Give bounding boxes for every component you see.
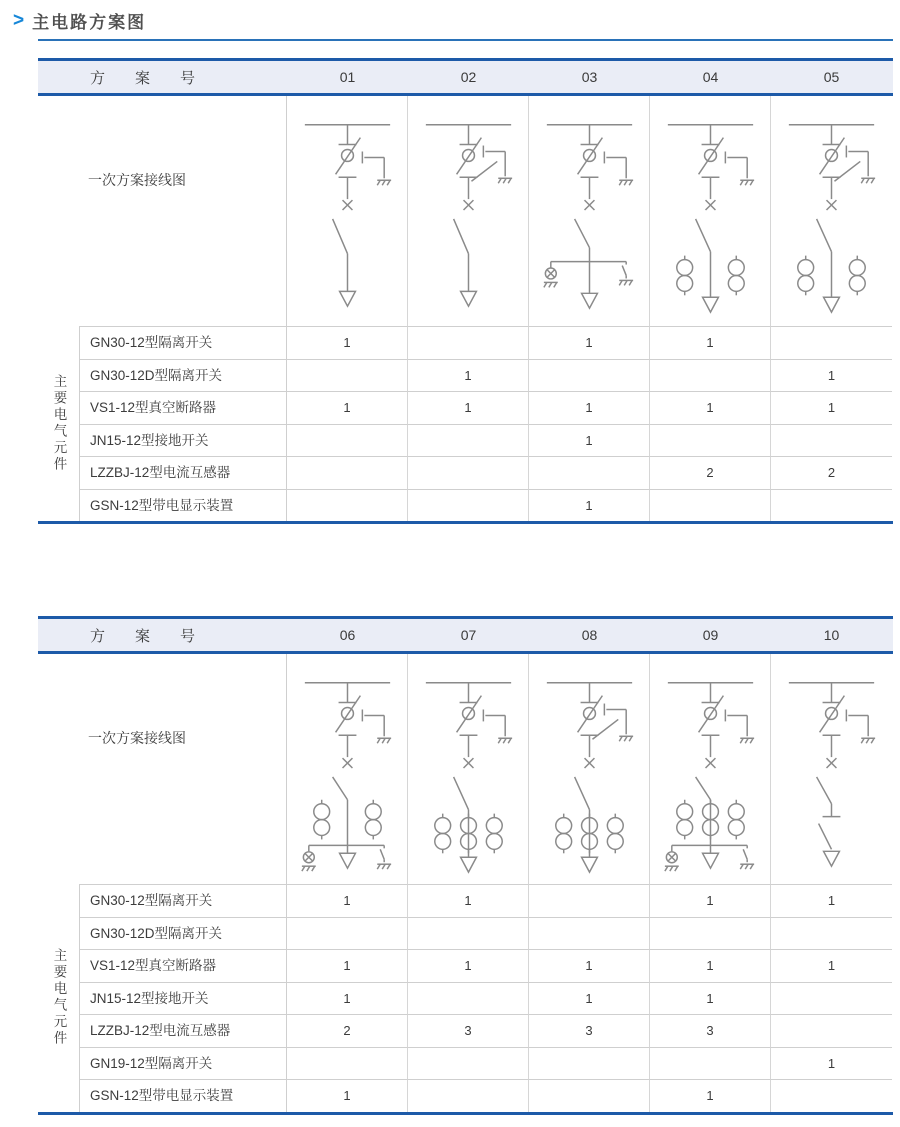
component-name: GN19-12型隔离开关 <box>80 1047 287 1080</box>
diagram-cell-09 <box>650 654 771 884</box>
component-name: GN30-12型隔离开关 <box>80 326 287 359</box>
components-group-cell <box>38 326 80 521</box>
component-count-cell <box>408 326 529 359</box>
components-group-cell <box>38 884 80 1112</box>
components-group-label: 主要电气元件 <box>51 948 67 1048</box>
component-count-cell <box>771 489 892 522</box>
scheme-header-row <box>38 58 893 96</box>
component-count-cell: 1 <box>287 949 408 982</box>
component-count-cell: 3 <box>650 1014 771 1047</box>
diagram-cell-07 <box>408 654 529 884</box>
component-count-cell: 1 <box>408 359 529 392</box>
circuit-diagram-08 <box>529 654 649 884</box>
component-count-cell <box>771 1014 892 1047</box>
component-count-cell: 2 <box>650 456 771 489</box>
scheme-number: 01 <box>339 69 356 85</box>
component-count-cell: 1 <box>771 391 892 424</box>
component-count-cell: 1 <box>771 884 892 917</box>
component-count-cell: 1 <box>287 982 408 1015</box>
circuit-diagram-06 <box>287 654 407 884</box>
component-count-cell: 1 <box>650 391 771 424</box>
component-count-cell <box>650 489 771 522</box>
scheme-table-06-10 <box>38 616 893 1115</box>
component-count-cell: 1 <box>650 884 771 917</box>
diagram-cell-10 <box>771 654 892 884</box>
diagram-row-label: 一次方案接线图 <box>38 654 287 884</box>
component-count-cell: 2 <box>287 1014 408 1047</box>
scheme-number-header-label: 方案号 <box>90 627 226 645</box>
table-body <box>38 96 893 521</box>
table-bottom-rule <box>38 521 893 524</box>
component-count-cell <box>650 359 771 392</box>
component-name: VS1-12型真空断路器 <box>80 949 287 982</box>
component-count-cell <box>771 982 892 1015</box>
component-count-cell <box>650 424 771 457</box>
component-count-cell: 3 <box>529 1014 650 1047</box>
diagram-cell-08 <box>529 654 650 884</box>
circuit-diagram-07 <box>408 654 528 884</box>
component-name: LZZBJ-12型电流互感器 <box>80 456 287 489</box>
circuit-diagram-09 <box>650 654 770 884</box>
scheme-number: 02 <box>460 69 477 85</box>
component-count-cell: 1 <box>287 326 408 359</box>
component-count-cell <box>408 982 529 1015</box>
component-count-cell <box>287 359 408 392</box>
scheme-number: 10 <box>823 627 840 643</box>
component-count-cell <box>771 424 892 457</box>
component-name: JN15-12型接地开关 <box>80 982 287 1015</box>
component-name: JN15-12型接地开关 <box>80 424 287 457</box>
scheme-number: 05 <box>823 69 840 85</box>
component-count-cell <box>529 1047 650 1080</box>
component-count-cell: 1 <box>771 949 892 982</box>
component-count-cell <box>287 917 408 950</box>
table-bottom-rule <box>38 1112 893 1115</box>
component-count-cell <box>408 917 529 950</box>
component-count-cell <box>408 1079 529 1112</box>
component-count-cell <box>529 884 650 917</box>
component-count-cell: 2 <box>771 456 892 489</box>
components-group-label: 主要电气元件 <box>51 374 67 473</box>
diagram-cell-03 <box>529 96 650 326</box>
scheme-header-row <box>38 616 893 654</box>
page-header <box>13 8 146 33</box>
component-count-cell: 1 <box>529 424 650 457</box>
component-count-cell: 1 <box>650 1079 771 1112</box>
page-title: 主电路方案图 <box>32 13 147 32</box>
table-body <box>38 654 893 1112</box>
component-count-cell: 1 <box>529 489 650 522</box>
scheme-table-01-05 <box>38 58 893 524</box>
component-name: GSN-12型带电显示装置 <box>80 489 287 522</box>
component-count-cell: 1 <box>408 391 529 424</box>
component-count-cell <box>287 424 408 457</box>
scheme-number: 07 <box>460 627 477 643</box>
diagram-row-label: 一次方案接线图 <box>38 96 287 326</box>
component-count-cell <box>529 917 650 950</box>
component-count-cell: 3 <box>408 1014 529 1047</box>
component-count-cell: 1 <box>529 949 650 982</box>
component-count-cell <box>529 1079 650 1112</box>
component-name: GN30-12型隔离开关 <box>80 884 287 917</box>
scheme-number: 09 <box>702 627 719 643</box>
scheme-number: 04 <box>702 69 719 85</box>
component-name: GN30-12D型隔离开关 <box>80 359 287 392</box>
component-count-cell <box>287 1047 408 1080</box>
component-count-cell <box>650 1047 771 1080</box>
component-count-cell <box>408 489 529 522</box>
component-name: GN30-12D型隔离开关 <box>80 917 287 950</box>
scheme-number-header-label: 方案号 <box>90 69 226 87</box>
component-count-cell <box>771 1079 892 1112</box>
component-count-cell <box>650 917 771 950</box>
circuit-diagram-04 <box>650 96 770 326</box>
component-name: LZZBJ-12型电流互感器 <box>80 1014 287 1047</box>
component-count-cell <box>408 424 529 457</box>
component-count-cell: 1 <box>287 391 408 424</box>
component-count-cell: 1 <box>771 1047 892 1080</box>
component-count-cell <box>771 326 892 359</box>
diagram-cell-01 <box>287 96 408 326</box>
component-count-cell <box>408 456 529 489</box>
component-count-cell: 1 <box>408 949 529 982</box>
component-name: VS1-12型真空断路器 <box>80 391 287 424</box>
component-count-cell <box>771 917 892 950</box>
component-name: GSN-12型带电显示装置 <box>80 1079 287 1112</box>
title-arrow-icon: > <box>13 10 25 31</box>
diagram-cell-02 <box>408 96 529 326</box>
scheme-number: 08 <box>581 627 598 643</box>
component-count-cell: 1 <box>529 326 650 359</box>
component-count-cell: 1 <box>529 982 650 1015</box>
component-count-cell <box>529 456 650 489</box>
scheme-number: 03 <box>581 69 598 85</box>
component-count-cell <box>287 489 408 522</box>
title-underline <box>38 39 893 41</box>
circuit-diagram-01 <box>287 96 407 326</box>
component-count-cell: 1 <box>650 949 771 982</box>
component-count-cell <box>529 359 650 392</box>
scheme-number: 06 <box>339 627 356 643</box>
circuit-diagram-03 <box>529 96 649 326</box>
component-count-cell <box>408 1047 529 1080</box>
component-count-cell: 1 <box>650 326 771 359</box>
component-count-cell: 1 <box>287 1079 408 1112</box>
component-count-cell: 1 <box>287 884 408 917</box>
component-count-cell: 1 <box>771 359 892 392</box>
circuit-diagram-10 <box>771 654 891 884</box>
diagram-cell-05 <box>771 96 892 326</box>
component-count-cell: 1 <box>650 982 771 1015</box>
component-count-cell: 1 <box>408 884 529 917</box>
circuit-diagram-05 <box>771 96 891 326</box>
circuit-diagram-02 <box>408 96 528 326</box>
component-count-cell <box>287 456 408 489</box>
diagram-cell-04 <box>650 96 771 326</box>
component-count-cell: 1 <box>529 391 650 424</box>
diagram-cell-06 <box>287 654 408 884</box>
